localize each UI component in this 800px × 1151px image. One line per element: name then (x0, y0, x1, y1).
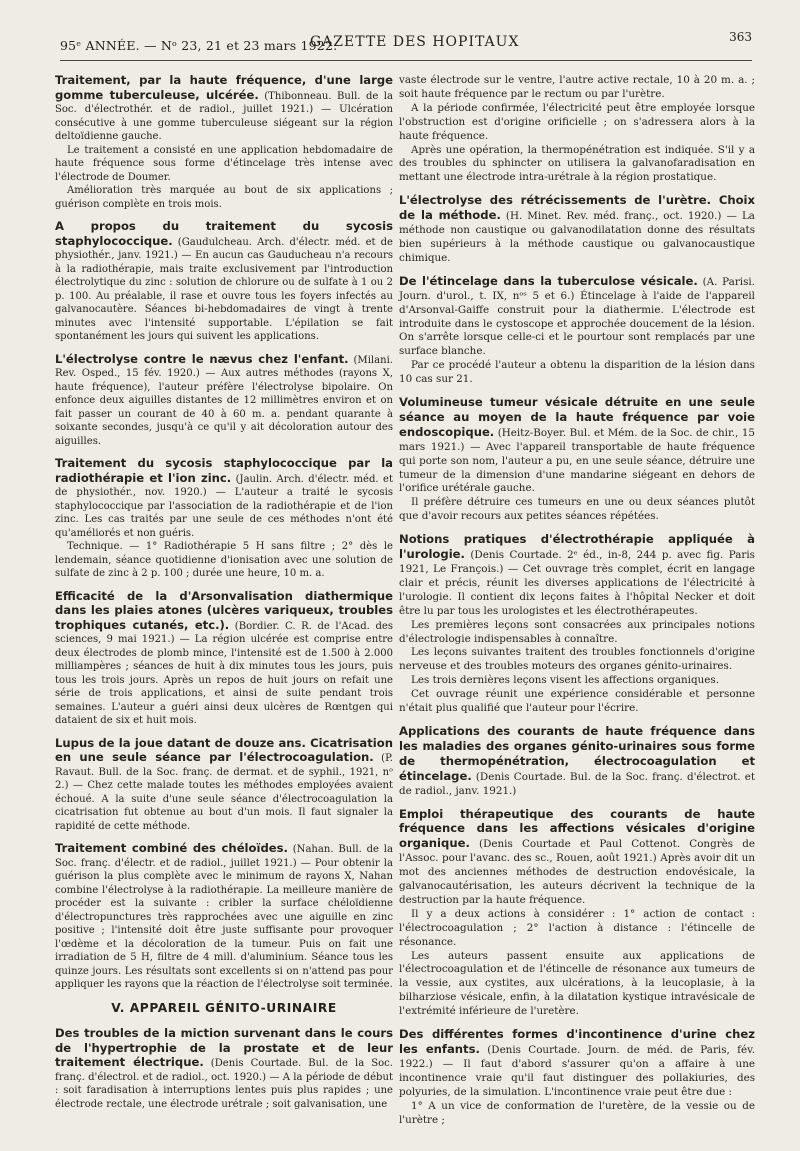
entry-text: En aucun cas Gauducheau n'a recours à la radiothérapie, mais traite exclusivement par l'introduction électrolytique du zinc : solution de chlorure ou de sulfate à 1 ou 2 p. 100. Au préalable, il rase et ouvre tous les foyers infectés au galvanocautère. Séances bi-hebdomadaires de vingt à trente minutes avec l'intensité supportable. L'épilation se fait spontanément les jours qui suivent les applications. (55, 250, 393, 342)
entry-title: Notions pratiques d'électrothérapie appliquée à l'urologie. (399, 532, 755, 562)
entry-title: Des différentes formes d'incontinence d'urine chez les enfants. (399, 1027, 755, 1056)
abstract-entry (55, 220, 393, 344)
entry-text: Ulcération consécutive à une gomme tuberculeuse siégeant sur la région deltoïdienne gauche. (55, 104, 393, 142)
entry-reference: (P. Ravaut. Bull. de la Soc. franç. de dermat. et de syphil., 1921, nᵒ 2.) — (55, 753, 393, 791)
entry-title: Efficacité de la d'Arsonvalisation diathermique dans les plaies atones (ulcères variqueux, troubles trophiques cutanés, etc.). (55, 588, 393, 632)
entry-paragraph: Le traitement a consisté en une application hebdomadaire de haute fréquence sous forme d'étincelage très intense avec l'électrode de Doumer. (55, 144, 393, 183)
entry-heading (55, 353, 393, 449)
abstract-entry (399, 275, 755, 387)
entry-reference: (Heitz-Boyer. Bul. et Mém. de la Soc. de chir., 15 mars 1921.) — (399, 426, 755, 453)
entry-reference: (Gaudulcheau. Arch. d'électr. méd. et de physiothér., janv. 1921.) — (55, 236, 393, 261)
entry-text: Pour obtenir la guérison la plus complète avec le minimum de rayons X, Nahan combine l'électrolyse à la radiothérapie. La meilleure manière de procéder est la suivante : cribler la surface chéloïdienne d'électropunctures très rapprochées avec une aiguille en zinc positive ; l'intensité doit être juste suffisante pour provoquer l'œdème et la décoloration de la tumeur. Puis on fait une irradiation de 5 H, filtre de 4 mill. d'aluminium. Séance tous les quinze jours. Les résultats sont excellents si on n'attend pas pour appliquer les rayons que la réaction de l'électrolyse soit terminée. (55, 857, 393, 990)
abstract-entry (399, 533, 755, 716)
entry-title: De l'étincelage dans la tuberculose vésicale. (399, 273, 698, 288)
entry-reference: (Nahan. Bull. de la Soc. franç. d'électr. et de radiol., juillet 1921.) — (55, 844, 393, 869)
abstract-entry (55, 737, 393, 834)
entry-paragraph: Cet ouvrage réunit une expérience considérable et personne n'était plus qualifié que l'auteur pour l'écrire. (399, 688, 755, 715)
entry-paragraph: vaste électrode sur le ventre, l'autre active rectale, 10 à 20 m. a. ; soit haute fréquence par le rectum ou par l'urètre. (399, 74, 755, 100)
entry-title: Traitement, par la haute fréquence, d'une large gomme tuberculeuse, ulcérée. (55, 73, 393, 102)
entry-paragraph: Amélioration très marquée au bout de six applications ; guérison complète en trois mois. (55, 185, 393, 210)
entry-paragraph: 1° A un vice de conformation de l'uretère, de la vessie ou de l'urètre ; (399, 1099, 755, 1126)
entry-paragraph: Les premières leçons sont consacrées aux principales notions d'électrologie indispensables à connaître. (399, 618, 755, 645)
entry-paragraph: Technique. — 1° Radiothérapie 5 H sans filtre ; 2° dès le lendemain, séance quotidienne d'ionisation avec une solution de sulfate de zinc à 2 p. 100 ; durée une heure, 10 m. a. (55, 541, 393, 579)
abstract-entry (399, 194, 755, 266)
entry-text: L'auteur a traité le sycosis staphylococcique par l'association de la radiothérapie et de l'ion zinc. Les cas traités par une seule de ces méthodes n'ont été qu'améliorés et non guéris. (55, 487, 393, 539)
entry-text: A la période de début : soit faradisation à interruptions lentes puis plus rapides ; une électrode rectale, une électrode urétrale ; soit galvanisation, une (55, 1071, 393, 1110)
entry-text: Chez cette malade toutes les méthodes employées avaient échoué. A la suite d'une seule séance d'électrocoagulation la cicatrisation fut obtenue au bout d'un mois. Il faut signaler la rapidité de cette méthode. (55, 780, 393, 832)
entry-reference: (Thibonneau. Bull. de la Soc. d'électrothér. et de radiol., juillet 1921.) — (55, 90, 393, 115)
entry-heading (399, 194, 755, 266)
entry-heading (399, 275, 755, 359)
header-rule (60, 60, 752, 61)
abstract-entry (399, 74, 755, 185)
page-header (60, 30, 752, 56)
abstract-entry (399, 396, 755, 524)
entry-reference: (Denis Courtade. Bul. de la Soc. franç. d'électrot. et de radiol., janv. 1921.) (399, 770, 755, 797)
abstract-entry (399, 725, 755, 799)
entry-heading (399, 396, 755, 496)
abstract-entry (55, 353, 393, 449)
abstract-entry (55, 1027, 393, 1111)
entry-title: Emploi thérapeutique des courants de haute fréquence dans les affections vésicales d'origine organique. (399, 806, 755, 851)
entry-reference: (Denis Courtade. Bul. de la Soc. franç. d'électrol. et de radiol., oct. 1920.) — (55, 1058, 393, 1083)
entry-paragraph: Les leçons suivantes traitent des troubles fonctionnels d'origine nerveuse et des troubles moteurs des organes génito-urinaires. (399, 646, 755, 673)
entry-title: Traitement combiné des chéloïdes. (55, 841, 288, 855)
abstract-entry (55, 590, 393, 728)
entry-text: Étincelage à l'aide de l'appareil d'Arsonval-Gaiffe construit pour la diathermie. L'électrode est introduite dans le cystoscope et approchée doucement de la lésion. On s'arrête lorsque celle-ci et le pourtour sont remplacés par une surface blanche. (399, 289, 755, 358)
issue-info: 95ᵉ ANNÉE. — Nᵒ 23, 21 et 23 mars 1922. (60, 38, 338, 53)
entry-reference: (Denis Courtade et Paul Cottenot. Congrès de l'Assoc. pour l'avanc. des sc., Rouen, août 1921.) (399, 838, 755, 865)
abstract-entry (55, 74, 393, 211)
entry-reference: (Denis Courtade. 2ᵉ éd., in-8, 244 p. avec fig. Paris 1921, Le François.) — (399, 549, 755, 575)
entry-reference: (Denis Courtade. Journ. de méd. de Paris, fév. 1922.) — (399, 1044, 755, 1070)
abstract-entry (55, 842, 393, 992)
entry-title: Des troubles de la miction survenant dans le cours de l'hypertrophie de la prostate et de leur traitement électrique. (55, 1026, 393, 1069)
entry-text: Avec l'appareil transportable de haute fréquence qui porte son nom, l'auteur a pu, en une seule séance, détruire une tumeur de la dimension d'une mandarine siégeant en dehors de l'orifice urétérale gauche. (399, 440, 756, 495)
abstract-entry (399, 1028, 755, 1127)
entry-paragraph: Après une opération, la thermopénétration est indiquée. S'il y a des troubles du sphincter on utilisera la galvanofaradisation en mettant une électrode intra-urétrale à la région prostatique. (399, 143, 755, 184)
entry-text: La méthode non caustique ou galvanodilatation donne des résultats bien supérieurs à la méthode caustique ou galvanocaustique chimique. (399, 210, 755, 264)
entry-heading (55, 220, 393, 344)
entry-heading (55, 737, 393, 834)
entry-reference: (H. Minet. Rev. méd. franç., oct. 1920.) — (505, 210, 737, 223)
entry-text: Aux autres méthodes (rayons X, haute fréquence), l'auteur préfère l'électrolyse bipolaire. On enfonce deux aiguilles distantes de 12 millimètres environ et on fait passer un courant de 40 à 60 m. a. pendant quarante à soixante secondes, jusqu'à ce qu'il y ait décoloration autour des aiguilles. (55, 368, 393, 447)
entry-paragraph: Par ce procédé l'auteur a obtenu la disparition de la lésion dans 10 cas sur 21. (399, 359, 755, 386)
entry-heading (55, 842, 393, 992)
entry-reference: (Milani. Rev. Osped., 15 fév. 1920.) — (55, 354, 393, 379)
entry-paragraph: Les trois dernières leçons visent les affections organiques. (411, 674, 719, 687)
entry-title: Applications des courants de haute fréquence dans les maladies des organes génito-urinaires sous forme de thermopénétration, électrocoagulation et étincelage. (399, 723, 755, 783)
entry-text: Cet ouvrage très complet, écrit en langage clair et précis, réunit les diverses applications de l'électricité à l'urologie. Il contient dix leçons faites à l'hôpital Necker et doit être lu par tous les urologistes et les électrothérapeutes. (399, 563, 756, 617)
entry-reference: (Bordier. C. R. de l'Acad. des sciences, 9 mai 1921.) — (55, 620, 393, 645)
abstract-entry (399, 808, 755, 1020)
abstract-entry (55, 457, 393, 581)
entry-heading (55, 74, 393, 144)
entry-heading (55, 590, 393, 728)
entry-paragraph: A la période confirmée, l'électricité peut être employée lorsque l'obstruction est d'origine orificielle ; on s'adressera alors à la haute fréquence. (399, 101, 755, 142)
journal-title: GAZETTE DES HOPITAUX (310, 34, 520, 50)
entry-reference: (Jaulin. Arch. d'électr. méd. et de physiothér., nov. 1920.) — (55, 473, 393, 498)
entry-heading (399, 533, 755, 618)
right-column (399, 74, 755, 1136)
section-heading: V. APPAREIL GÉNITO-URINAIRE (111, 1000, 337, 1015)
entry-title: Lupus de la joue datant de douze ans. Cicatrisation en une seule séance par l'électrocoagulation. (55, 735, 393, 764)
entry-reference: (A. Parisi. Journ. d'urol., t. IX, nᵒˢ 5 et 6.) (399, 275, 756, 302)
page-number: 363 (729, 30, 752, 44)
entry-text: La région ulcérée est comprise entre deux électrodes de plomb mince, l'intensité est de 1.500 à 2.000 milliampères ; séances de huit à dix minutes tous les jours, puis tous les trois jours. Après un repos de huit jours on refait une série de trois applications, et ainsi de suite pendant trois semaines. L'auteur a guéri ainsi deux ulcères de Rœntgen qui dataient de six et huit mois. (55, 634, 393, 726)
entry-heading (55, 457, 393, 540)
entry-heading (399, 725, 755, 799)
left-column (55, 74, 393, 1120)
entry-title: L'électrolyse des rétrécissements de l'urètre. Choix de la méthode. (399, 193, 755, 223)
entry-heading (399, 808, 755, 908)
entry-paragraph: Les auteurs passent ensuite aux applications de l'électrocoagulation et de l'étincelle de résonance aux tumeurs de la vessie, aux cystites, aux ulcérations, à la leucoplasie, à la bilharziose vésicale, enfin, à la dilatation kystique intravésicale de l'extrémité inférieure de l'uretère. (399, 949, 755, 1018)
entry-title: Volumineuse tumeur vésicale détruite en une seule séance au moyen de la haute fréquence par voie endoscopique. (399, 395, 755, 439)
entry-title: L'électrolyse contre le nævus chez l'enfant. (55, 351, 349, 366)
entry-paragraph: Il y a deux actions à considérer : 1° action de contact : l'électrocoagulation ; 2° l'action à distance : l'étincelle de résonance. (399, 907, 755, 948)
entry-text: Après avoir dit un mot des anciennes méthodes de destruction endovésicale, la galvanocautérisation, les auteurs décrivent la technique de la destruction par la haute fréquence. (399, 852, 756, 906)
entry-paragraph: Il préfère détruire ces tumeurs en une ou deux séances plutôt que d'avoir recours aux petites séances répétées. (399, 496, 755, 523)
entry-title: Traitement du sycosis staphylococcique par la radiothérapie et l'ion zinc. (55, 456, 393, 485)
entry-title: A propos du traitement du sycosis staphylococcique. (55, 219, 393, 248)
entry-heading (399, 1028, 755, 1100)
entry-heading (55, 1027, 393, 1111)
entry-text: Il faut d'abord s'assurer qu'on a affaire à une incontinence vraie qu'il faut distinguer des pollakiuries, des polyuries, de la simulation. L'incontinence vraie peut être due : (399, 1057, 755, 1098)
